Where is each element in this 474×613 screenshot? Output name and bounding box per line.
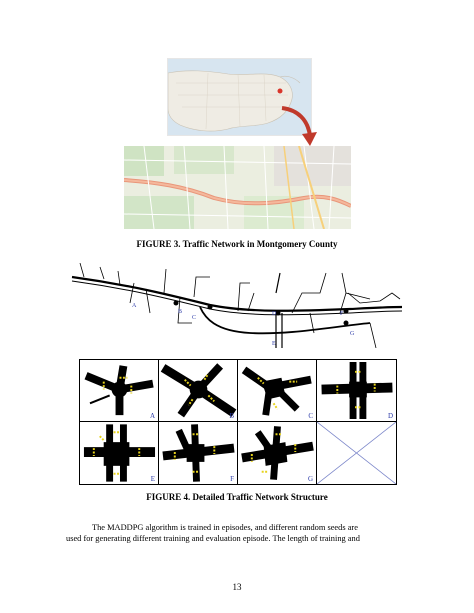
network-label-f: F <box>340 311 344 317</box>
location-marker-icon <box>278 89 283 94</box>
page-number: 13 <box>232 582 242 592</box>
intersection-cell-e <box>80 422 159 484</box>
intersection-cell-a <box>80 360 159 422</box>
traffic-network-diagram <box>70 263 404 348</box>
network-label-e: E <box>272 341 276 347</box>
cell-label-a: A <box>149 412 155 420</box>
cell-label-b: B <box>229 412 234 420</box>
figure4-caption: FIGURE 4. Detailed Traffic Network Structure <box>146 492 328 502</box>
montgomery-county-map-image <box>124 146 351 229</box>
figure3-caption: FIGURE 3. Traffic Network in Montgomery County <box>136 239 338 249</box>
cell-label-c: C <box>308 412 313 420</box>
intersection-cell-d <box>317 360 396 422</box>
intersection-grid <box>79 359 397 485</box>
cell-label-f: F <box>230 475 234 483</box>
intersection-cell-b <box>159 360 238 422</box>
cell-label-e: E <box>150 475 155 483</box>
body-paragraph-line-1: The MADDPG algorithm is trained in episodes, and different random seeds are <box>92 523 358 532</box>
body-paragraph-line-2: used for generating different training and evaluation episode. The length of training and <box>66 534 360 543</box>
network-label-g: G <box>350 331 355 337</box>
network-label-a: A <box>132 303 137 309</box>
cell-label-d: D <box>387 412 393 420</box>
network-label-b: B <box>178 309 183 315</box>
network-label-c: C <box>192 315 197 321</box>
cell-label-g: G <box>307 475 313 483</box>
zoom-arrow-icon <box>280 104 320 148</box>
network-label-d: D <box>272 311 277 317</box>
intersection-cell-g <box>238 422 317 484</box>
intersection-cell-c <box>238 360 317 422</box>
intersection-cell-empty <box>317 422 396 484</box>
intersection-cell-f <box>159 422 238 484</box>
